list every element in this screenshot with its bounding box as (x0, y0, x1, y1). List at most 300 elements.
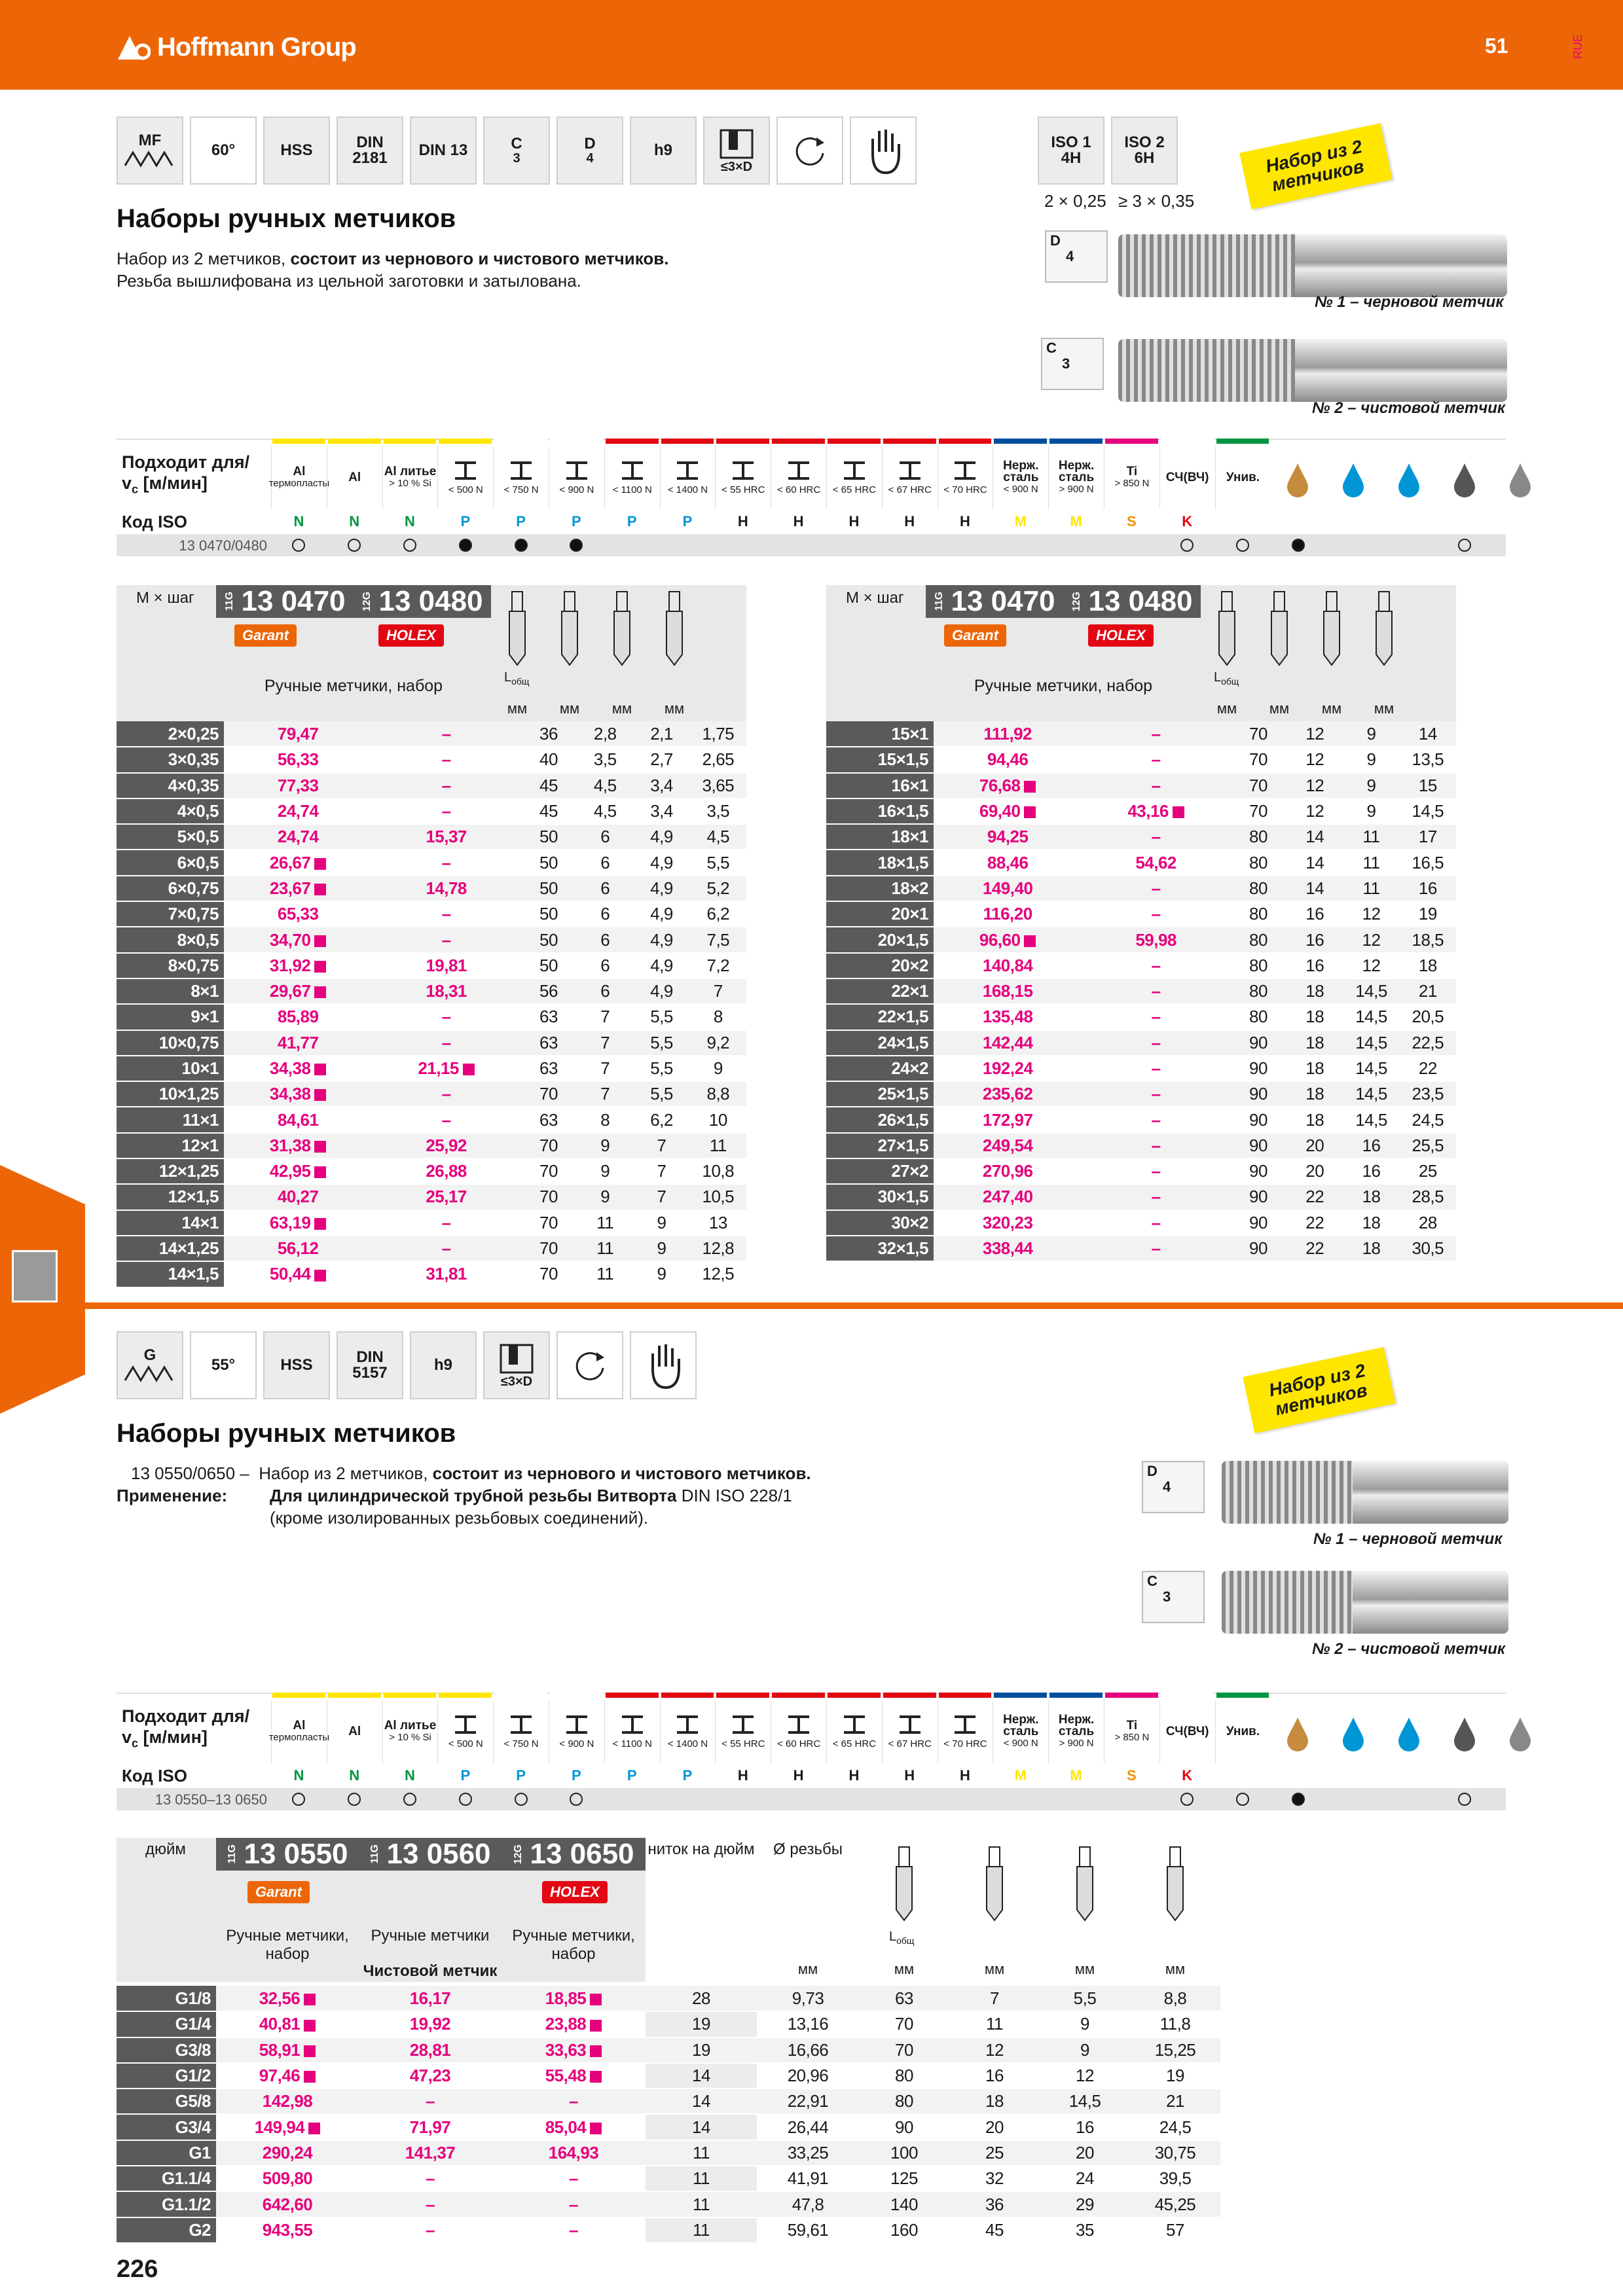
availability-square-icon (1024, 935, 1036, 947)
shank-dia-icon (981, 1844, 1008, 1923)
table-row (117, 2191, 1220, 2217)
value-cell: 11 (646, 2166, 757, 2191)
value-cell: 84,61 (224, 1107, 372, 1132)
iso-code: P (627, 513, 637, 529)
value-cell: – (372, 1107, 520, 1132)
value-cell: – (372, 850, 520, 875)
value-cell: 55,48 (501, 2063, 646, 2089)
suit-color-bar (328, 1693, 381, 1698)
steel-beam-icon (897, 460, 923, 484)
size-cell: 22×1 (826, 978, 934, 1004)
table-row (826, 978, 1456, 1004)
value-cell: 80 (859, 2089, 949, 2114)
table-row (826, 1133, 1456, 1158)
marks-row-label: 13 0550–13 0650 (155, 1791, 267, 1808)
value-cell: 2,1 (633, 721, 689, 747)
value-cell: 18,5 (1400, 927, 1456, 952)
value-cell: 80 (1230, 978, 1286, 1004)
unit-label: мм (1165, 1961, 1186, 1977)
size-cell: 24×2 (826, 1056, 934, 1081)
value-cell: 20 (1040, 2140, 1130, 2166)
value-cell: 8,8 (1130, 1986, 1220, 2011)
value-cell: 21,15 (372, 1056, 520, 1081)
value-cell: – (1082, 1158, 1230, 1184)
tap-length-icon (891, 1844, 917, 1923)
value-cell: 26,44 (757, 2114, 859, 2140)
table-row (117, 978, 746, 1004)
availability-square-icon (314, 1064, 326, 1075)
value-cell: – (1082, 1056, 1230, 1081)
roughing-tap-image (1118, 234, 1507, 297)
suit-color-bar (828, 439, 881, 444)
size-cell: 10×1 (117, 1056, 224, 1081)
value-cell: 33,25 (757, 2140, 859, 2166)
garant-logo: Garant (247, 1881, 310, 1903)
value-cell: 14,5 (1040, 2089, 1130, 2114)
value-cell: 70 (1230, 773, 1286, 798)
value-cell: 43,16 (1082, 798, 1230, 824)
oil-drop-icon (1283, 1715, 1312, 1751)
drill-dia-icon (1371, 589, 1397, 668)
value-cell: 642,60 (216, 2191, 359, 2217)
value-cell: 45 (520, 798, 577, 824)
marks-row-label: 13 0470/0480 (179, 537, 267, 554)
suit-col-header: Нерж. сталь < 900 N (993, 446, 1048, 509)
value-cell: 3,4 (633, 798, 689, 824)
table-row (117, 927, 746, 952)
availability-square-icon (590, 2123, 602, 2134)
hss-icon-2: HSS (263, 1331, 330, 1399)
suit-col-header: Al термопласты (271, 446, 327, 509)
size-cell: 20×1 (826, 901, 934, 927)
value-cell: 18 (1343, 1210, 1399, 1236)
value-cell: 7 (577, 1081, 633, 1107)
value-cell: 13 (690, 1210, 746, 1236)
data-table (117, 1986, 1220, 2244)
section-title-2: Наборы ручных метчиков (117, 1419, 456, 1448)
finishing-tap-image-2 (1222, 1571, 1508, 1634)
size-cell: G3/8 (117, 2037, 216, 2063)
size-cell: 14×1,5 (117, 1261, 224, 1287)
application-label: Применение: (117, 1486, 228, 1505)
section-divider (85, 1302, 1623, 1309)
value-cell: 39,5 (1130, 2166, 1220, 2191)
iso-code: H (793, 513, 804, 529)
size-cell: 18×1 (826, 824, 934, 850)
value-cell: 12 (1343, 901, 1399, 927)
suit-color-bar (883, 439, 936, 444)
value-cell: 31,92 (224, 953, 372, 978)
value-cell: 12,5 (690, 1261, 746, 1287)
suit-color-bar (550, 1693, 603, 1698)
iso-code: H (960, 1767, 970, 1784)
value-cell: 18,31 (372, 978, 520, 1004)
availability-square-icon (308, 2123, 320, 2134)
value-cell: 14 (1400, 721, 1456, 747)
value-cell: 32,56 (216, 1986, 359, 2011)
table-row (826, 798, 1456, 824)
value-cell: – (1082, 773, 1230, 798)
value-cell: 31,38 (224, 1133, 372, 1158)
suit-col-header: < 55 HRC (715, 1700, 771, 1763)
suit-col-header: < 55 HRC (715, 446, 771, 509)
value-cell: 235,62 (934, 1081, 1082, 1107)
size-cell: 27×2 (826, 1158, 934, 1184)
table-row (117, 773, 746, 798)
value-cell: – (1082, 978, 1230, 1004)
value-cell: – (1082, 876, 1230, 901)
size-cell: G1/8 (117, 1986, 216, 2011)
value-cell: 59,61 (757, 2217, 859, 2243)
suitability-mark (403, 1793, 416, 1806)
suit-col-header: Al термопласты (271, 1700, 327, 1763)
value-cell: – (1082, 953, 1230, 978)
value-cell: 40,81 (216, 2011, 359, 2037)
availability-square-icon (304, 2020, 316, 2032)
spec-icons-1 (117, 117, 917, 185)
steel-beam-icon (452, 1714, 479, 1738)
value-cell: 80 (1230, 824, 1286, 850)
description-header: Ручные метчики, набор (974, 677, 1153, 695)
steel-beam-icon (508, 460, 534, 484)
table-row (117, 1133, 746, 1158)
size-header: M × шаг (846, 589, 904, 607)
din-5157-icon: DIN 5157 (337, 1331, 403, 1399)
suit-col-header: < 60 HRC (771, 446, 826, 509)
iso-code: P (516, 513, 526, 529)
drill-dia-icon (1162, 1844, 1188, 1923)
value-cell: 70 (520, 1261, 577, 1287)
value-cell: 6 (577, 927, 633, 952)
value-cell: 20 (1286, 1133, 1343, 1158)
size-cell: 32×1,5 (826, 1236, 934, 1261)
article-code-1: 11G 13 0470 (216, 585, 354, 618)
iso-code: M (1014, 1767, 1027, 1784)
suit-color-bar (661, 439, 714, 444)
value-cell: 16,5 (1400, 850, 1456, 875)
emulsion-drop-icon (1339, 1715, 1368, 1751)
value-cell: 14,5 (1343, 1107, 1399, 1132)
value-cell: 7 (633, 1184, 689, 1210)
data-table (117, 721, 746, 1288)
suit-color-bar (550, 439, 603, 444)
value-cell: 10,8 (690, 1158, 746, 1184)
value-cell: 28,5 (1400, 1184, 1456, 1210)
value-cell: 11 (577, 1261, 633, 1287)
table-row (826, 824, 1456, 850)
value-cell: 141,37 (359, 2140, 501, 2166)
value-cell: – (372, 798, 520, 824)
chamfer-c-icon: C 3 (483, 117, 550, 185)
size-cell: 26×1,5 (826, 1107, 934, 1132)
value-cell: – (359, 2191, 501, 2217)
value-cell: 8 (577, 1107, 633, 1132)
suit-col-header: < 900 N (549, 446, 604, 509)
value-cell: 21 (1130, 2089, 1220, 2114)
value-cell: 18 (1286, 1004, 1343, 1030)
value-cell: 14,5 (1343, 1081, 1399, 1107)
table-row (826, 1030, 1456, 1056)
iso-code: P (627, 1767, 637, 1784)
value-cell: 320,23 (934, 1210, 1082, 1236)
value-cell: 70 (520, 1236, 577, 1261)
unit-label: мм (797, 1961, 818, 1977)
suit-color-bar (828, 1693, 881, 1698)
iso-code-label: Код ISO (122, 512, 187, 531)
table-row (117, 2166, 1220, 2191)
availability-square-icon (463, 1064, 475, 1075)
value-cell: 70 (1230, 747, 1286, 772)
steel-beam-icon (841, 460, 867, 484)
suit-color-bar (328, 439, 381, 444)
value-cell: 40 (520, 747, 577, 772)
value-cell: 18 (1343, 1184, 1399, 1210)
value-cell: 5,5 (633, 1004, 689, 1030)
value-cell: 14 (646, 2063, 757, 2089)
value-cell: – (1082, 1107, 1230, 1132)
value-cell: 18 (1400, 953, 1456, 978)
value-cell: 9,2 (690, 1030, 746, 1056)
value-cell: 80 (1230, 876, 1286, 901)
suitability-mark (459, 1793, 472, 1806)
value-cell: 4,5 (577, 798, 633, 824)
value-cell: 97,46 (216, 2063, 359, 2089)
value-cell: 14,5 (1400, 798, 1456, 824)
value-cell: 80 (1230, 850, 1286, 875)
din-2181-icon: DIN 2181 (337, 117, 403, 185)
table-row (117, 1184, 746, 1210)
table-row (826, 953, 1456, 978)
iso-code: P (460, 1767, 471, 1784)
suit-color-bar (606, 439, 659, 444)
value-cell: – (501, 2191, 646, 2217)
suit-col-header: < 500 N (437, 1700, 493, 1763)
value-cell: 26,88 (372, 1158, 520, 1184)
iso-code: M (1070, 513, 1082, 529)
suit-color-bar (606, 1693, 659, 1698)
size-cell: G3/4 (117, 2114, 216, 2140)
suit-color-bar (1105, 439, 1158, 444)
value-cell: 164,93 (501, 2140, 646, 2166)
value-cell: 9 (1343, 747, 1399, 772)
value-cell: 90 (1230, 1236, 1286, 1261)
dry-icon (1450, 1715, 1479, 1751)
value-cell: 34,38 (224, 1056, 372, 1081)
table-row (117, 747, 746, 772)
value-cell: 6,2 (633, 1107, 689, 1132)
value-cell: 24,5 (1400, 1107, 1456, 1132)
size-cell: G1.1/4 (117, 2166, 216, 2191)
value-cell: 90 (859, 2114, 949, 2140)
suitability-mark (459, 539, 472, 552)
iso-code: H (737, 1767, 748, 1784)
value-cell: 63 (520, 1107, 577, 1132)
value-cell: 4,5 (690, 824, 746, 850)
value-cell: 63 (859, 1986, 949, 2011)
value-cell: 34,38 (224, 1081, 372, 1107)
steel-beam-icon (619, 460, 646, 484)
value-cell: 79,47 (224, 721, 372, 747)
size-cell: 14×1,25 (117, 1236, 224, 1261)
iso-code: P (682, 1767, 693, 1784)
suit-col-header: < 1100 N (604, 1700, 660, 1763)
value-cell: 142,98 (216, 2089, 359, 2114)
dry-icon (1450, 461, 1479, 497)
mql-icon (1506, 461, 1535, 497)
din-13-icon: DIN 13 (410, 117, 477, 185)
table-row (826, 1184, 1456, 1210)
length-label: $L_{общ}$ (1214, 670, 1239, 687)
value-cell: 25,92 (372, 1133, 520, 1158)
unit-label: мм (1074, 1961, 1095, 1977)
suit-col-header: Нерж. сталь > 900 N (1048, 446, 1104, 509)
iso-code: M (1070, 1767, 1082, 1784)
availability-square-icon (314, 935, 326, 947)
value-cell: 22,5 (1400, 1030, 1456, 1056)
article-code-3: 12G 13 0650 (501, 1838, 646, 1871)
square-size-icon (609, 589, 635, 668)
value-cell: 29 (1040, 2191, 1130, 2217)
suit-color-bar (716, 1693, 769, 1698)
value-cell: 509,80 (216, 2166, 359, 2191)
value-cell: 11 (1343, 850, 1399, 875)
value-cell: 57 (1130, 2217, 1220, 2243)
value-cell: – (372, 747, 520, 772)
value-cell: 18 (1286, 1107, 1343, 1132)
value-cell: 168,15 (934, 978, 1082, 1004)
size-cell: 16×1 (826, 773, 934, 798)
table-row (117, 1210, 746, 1236)
value-cell: 9 (577, 1133, 633, 1158)
suit-col-header: < 1400 N (660, 446, 716, 509)
iso-code: P (460, 513, 471, 529)
iso-code: N (349, 1767, 360, 1784)
garant-logo: Garant (234, 624, 297, 647)
application-text: Для цилиндрической трубной резьбы Витворта DIN ISO 228/1 (270, 1486, 792, 1505)
tap-length-icon (504, 589, 530, 668)
suit-col-header: Al литье > 10 % Si (382, 446, 438, 509)
value-cell: 47,23 (359, 2063, 501, 2089)
value-cell: 149,40 (934, 876, 1082, 901)
table-row (117, 1004, 746, 1030)
iso-code: H (904, 513, 915, 529)
size-cell: 10×0,75 (117, 1030, 224, 1056)
value-cell: 23,5 (1400, 1081, 1456, 1107)
value-cell: 19 (646, 2037, 757, 2063)
iso2-6h-icon: ISO 2 6H (1111, 117, 1178, 185)
value-cell: 30,75 (1130, 2140, 1220, 2166)
brand-name: Hoffmann Group (157, 33, 356, 62)
value-cell: 20 (949, 2114, 1040, 2140)
value-cell: 4,9 (633, 901, 689, 927)
suit-col-header: < 67 HRC (882, 446, 938, 509)
value-cell: 41,77 (224, 1030, 372, 1056)
table-row (826, 1236, 1456, 1261)
value-cell: 96,60 (934, 927, 1082, 952)
value-cell: 11 (577, 1236, 633, 1261)
iso1-4h-icon: ISO 1 4H (1038, 117, 1104, 185)
value-cell: 5,5 (1040, 1986, 1130, 2011)
iso-code: N (293, 513, 304, 529)
suit-color-bar (384, 1693, 437, 1698)
size-cell: G1/2 (117, 2063, 216, 2089)
tool-caption-3: № 1 – черновой метчик (1313, 1530, 1503, 1548)
value-cell: – (372, 927, 520, 952)
value-cell: 14,78 (372, 876, 520, 901)
iso-code: M (1014, 513, 1027, 529)
value-cell: – (501, 2217, 646, 2243)
value-cell: 45 (949, 2217, 1040, 2243)
data-table (826, 721, 1456, 1262)
value-cell: 11 (1343, 876, 1399, 901)
value-cell: 16 (1286, 927, 1343, 952)
availability-square-icon (304, 1994, 316, 2005)
suit-col-header: < 750 N (493, 1700, 549, 1763)
value-cell: 6 (577, 953, 633, 978)
value-cell: 16 (949, 2063, 1040, 2089)
size-cell: 22×1,5 (826, 1004, 934, 1030)
value-cell: 22 (1286, 1236, 1343, 1261)
value-cell: 18 (1343, 1236, 1399, 1261)
value-cell: 1,75 (690, 721, 746, 747)
suit-label: Подходит для/ $v_c$ [м/мин] (122, 452, 250, 496)
value-cell: 63,19 (224, 1210, 372, 1236)
value-cell: 11 (690, 1133, 746, 1158)
holex-logo: HOLEX (1088, 624, 1154, 647)
value-cell: 14 (646, 2114, 757, 2140)
tolerance-h9-icon: h9 (630, 117, 697, 185)
value-cell: 18 (1286, 1081, 1343, 1107)
value-cell: 149,94 (216, 2114, 359, 2140)
size-cell: 18×2 (826, 876, 934, 901)
description-header-2: Ручные метчики (371, 1927, 490, 1945)
side-tab (0, 1165, 85, 1414)
value-cell: 9,73 (757, 1986, 859, 2011)
value-cell: 12 (1286, 721, 1343, 747)
size-cell: 6×0,5 (117, 850, 224, 875)
value-cell: 32 (949, 2166, 1040, 2191)
availability-square-icon (314, 986, 326, 998)
value-cell: 9 (577, 1184, 633, 1210)
value-cell: 21 (1400, 978, 1456, 1004)
value-cell: 135,48 (934, 1004, 1082, 1030)
size-cell: 6×0,75 (117, 876, 224, 901)
value-cell: 7 (577, 1056, 633, 1081)
suit-col-header: < 1100 N (604, 446, 660, 509)
size-cell: 11×1 (117, 1107, 224, 1132)
value-cell: 9 (633, 1236, 689, 1261)
value-cell: 5,5 (633, 1081, 689, 1107)
value-cell: 8 (690, 1004, 746, 1030)
spec-icons-2 (117, 1331, 697, 1399)
value-cell: 8,8 (690, 1081, 746, 1107)
suit-color-bar (1216, 439, 1269, 444)
table-row (117, 2089, 1220, 2114)
unit-label: мм (1374, 700, 1395, 717)
table-row (117, 2140, 1220, 2166)
value-cell: 16,17 (359, 1986, 501, 2011)
value-cell: 15,25 (1130, 2037, 1220, 2063)
garant-logo: Garant (944, 624, 1006, 647)
value-cell: 69,40 (934, 798, 1082, 824)
value-cell: 90 (1230, 1081, 1286, 1107)
value-cell: 25 (1400, 1158, 1456, 1184)
depth-icon-2: ≤3×D (483, 1331, 550, 1399)
size-cell: 12×1,5 (117, 1184, 224, 1210)
table-row (117, 721, 746, 747)
value-cell: 270,96 (934, 1158, 1082, 1184)
value-cell: 94,25 (934, 824, 1082, 850)
